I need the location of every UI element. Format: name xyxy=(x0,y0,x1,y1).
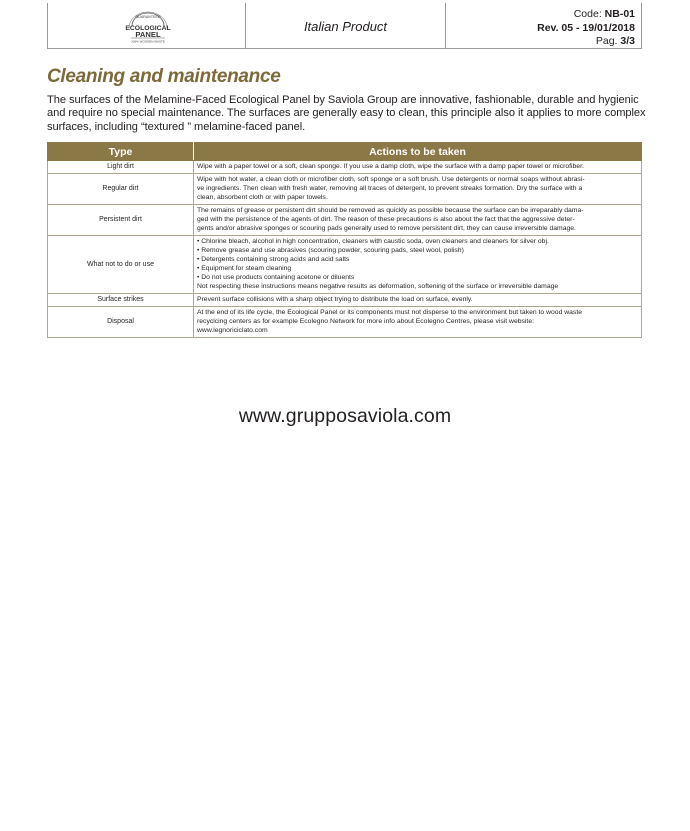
section-title: Cleaning and maintenance xyxy=(47,66,281,87)
product-origin: Italian Product xyxy=(303,19,388,34)
row-type: Persistent dirt xyxy=(48,205,194,236)
action-line: Wipe with a paper towel or a soft, clean sponge. If you use a damp cloth, wipe the surface with a damp paper towel or microfiber. xyxy=(197,163,584,170)
website-url: www.grupposaviola.com xyxy=(238,405,452,427)
row-actions xyxy=(194,307,642,338)
document-code: Code: NB-01 xyxy=(573,8,635,20)
document-meta xyxy=(537,8,635,49)
row-actions xyxy=(194,161,642,174)
table-row xyxy=(48,205,642,236)
row-actions xyxy=(194,174,642,205)
document-header xyxy=(47,3,642,49)
table-header-row xyxy=(48,143,642,161)
table-row xyxy=(48,236,642,294)
cleaning-table xyxy=(47,142,642,338)
row-actions xyxy=(194,294,642,307)
logo-line-1: ECOLOGICAL xyxy=(125,25,171,32)
action-line: Prevent surface collisions with a sharp object trying to distribute the load on surface, evenly. xyxy=(197,296,473,303)
action-line: • Equipment for steam cleaning xyxy=(197,265,292,272)
row-type: Light dirt xyxy=(48,161,194,174)
action-line: www.legnoriciclato.com xyxy=(197,327,268,334)
action-line: • Chlorine bleach, alcohol in high concentration, cleaners with caustic soda, oven cleaners and cleaners for silver obj. xyxy=(197,238,549,245)
logo-arc-text: GUARANTEED xyxy=(135,15,161,19)
row-actions xyxy=(194,236,642,294)
action-line: • Remove grease and use abrasives (scouring powder, scouring pads, steel wool, polish) xyxy=(197,247,464,254)
row-type: Surface strikes xyxy=(48,294,194,307)
row-actions xyxy=(194,205,642,236)
page-number: Pag. 3/3 xyxy=(595,35,635,47)
action-line: Wipe with hot water, a clean cloth or microfiber cloth, soft sponge or a soft brush. Use detergents or normal soaps without abrasi- xyxy=(197,176,585,183)
table-row xyxy=(48,161,642,174)
action-line: Not respecting these instructions means negative results as deformation, softening of the surface or irreversible damage xyxy=(197,283,559,290)
action-line: gents and/or abrasive sponges or scouring pads generally used to remove persistent dirt, they can cause irreversible damage. xyxy=(197,225,576,232)
action-line: The remains of grease or persistent dirt should be removed as quickly as possible because the surface can be irreparably dama- xyxy=(197,207,584,214)
section-intro: The surfaces of the Melamine-Faced Ecological Panel by Saviola Group are innovative, fashionable, durable and hygienic and require no special maintenance. The surfaces are generally easy to clean, this principle also it applies to more complex surfaces, including “textured ” melamine-faced panel. xyxy=(47,94,646,133)
action-line: recyclcing centers as for example Ecolegno Network for more info about Ecolegno Centres, please visit website: xyxy=(197,318,534,325)
action-line: • Detergents containing strong acids and acid salts xyxy=(197,256,350,263)
action-line: ged with the persistence of the agents of dirt. The reason of these precautions is also about the fact that the aggressive deter- xyxy=(197,216,575,223)
column-header-actions: Actions to be taken xyxy=(194,143,642,161)
table-row xyxy=(48,294,642,307)
document-revision: Rev. 05 - 19/01/2018 xyxy=(537,21,635,34)
action-line: ve ingredients. Then clean with fresh water, removing all traces of detergent, to prevent streaks formation. Dry the surface with a xyxy=(197,185,583,192)
table-row xyxy=(48,307,642,338)
logo-bottom-text: 100% WOODEN WASTE xyxy=(131,39,165,44)
logo-line-2: PANEL xyxy=(135,30,161,39)
column-header-type: Type xyxy=(48,143,194,161)
header-divider xyxy=(445,3,446,48)
row-type: Regular dirt xyxy=(48,174,194,205)
row-type: Disposal xyxy=(48,307,194,338)
table-row xyxy=(48,174,642,205)
row-type: What not to do or use xyxy=(48,236,194,294)
action-line: clean, absorbent cloth or with paper towels. xyxy=(197,194,328,201)
action-line: At the end of its life cycle, the Ecological Panel or its components must not disperse to the environment but taken to wood waste xyxy=(197,309,582,316)
ecological-panel-logo-icon xyxy=(122,9,174,45)
action-line: • Do not use products containing acetone or diluents xyxy=(197,274,355,281)
